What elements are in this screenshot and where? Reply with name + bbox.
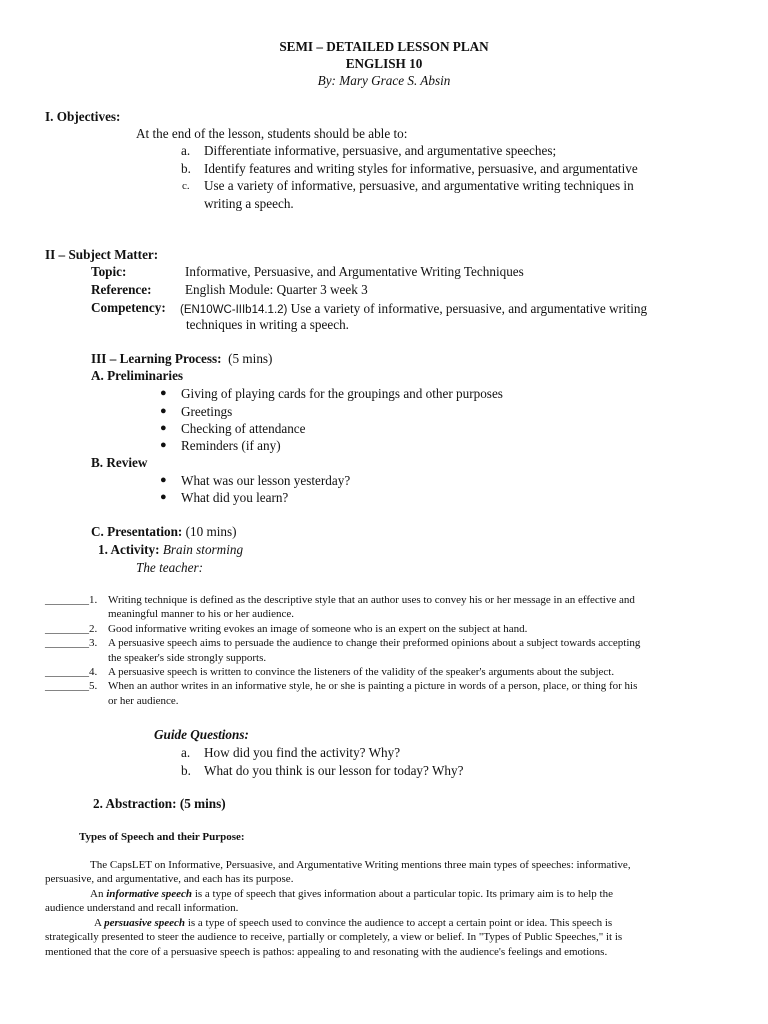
statement-text: Good informative writing evokes an image of someone who is an expert on the subject at hand. bbox=[108, 623, 528, 635]
abstraction-heading: 2. Abstraction: (5 mins) bbox=[93, 796, 226, 811]
statement-text-continuation: the speaker's side strongly supports. bbox=[108, 652, 267, 664]
objective-item: Use a variety of informative, persuasive, and argumentative writing techniques in bbox=[204, 178, 634, 193]
objectives-heading: I. Objectives: bbox=[45, 109, 121, 124]
competency-label: Competency: bbox=[91, 300, 166, 315]
review-item: What did you learn? bbox=[181, 490, 289, 505]
competency-code: (EN10WC-IIIb14.1.2) bbox=[180, 304, 288, 316]
statement-text: A persuasive speech is written to convince the listeners of the validity of the speaker's arguments about the subject. bbox=[108, 666, 615, 678]
competency-continuation: techniques in writing a speech. bbox=[186, 317, 349, 332]
statement-blank: ________1. bbox=[45, 594, 98, 606]
activity-label: 1. Activity: bbox=[98, 542, 160, 557]
paragraph-line: mentioned that the core of a persuasive speech is pathos: appealing to and resonating with the audience's feelings and emotions. bbox=[45, 946, 608, 958]
document-title: SEMI – DETAILED LESSON PLAN bbox=[279, 39, 489, 54]
statement-blank: ________2. bbox=[45, 623, 98, 635]
informative-speech-term: informative speech bbox=[106, 888, 193, 900]
statement-blank: ________4. bbox=[45, 666, 98, 678]
paragraph-line bbox=[94, 917, 612, 929]
objective-item: Identify features and writing styles for informative, persuasive, and argumentative bbox=[204, 161, 638, 176]
statement-blank: ________3. bbox=[45, 637, 98, 649]
guide-question: What do you think is our lesson for today? Why? bbox=[204, 763, 464, 778]
paragraph-text: An bbox=[90, 888, 107, 900]
guide-question: How did you find the activity? Why? bbox=[204, 745, 401, 760]
competency-text: Use a variety of informative, persuasive, and argumentative writing bbox=[287, 301, 648, 316]
presentation-heading bbox=[91, 524, 237, 540]
preliminary-item: Checking of attendance bbox=[181, 421, 306, 436]
statement-text: A persuasive speech aims to persuade the audience to change their preformed opinions about a subject towards accepting bbox=[108, 637, 641, 649]
competency-value bbox=[180, 300, 647, 318]
reference-value: English Module: Quarter 3 week 3 bbox=[185, 282, 368, 297]
bullet-icon: ● bbox=[160, 387, 167, 399]
bullet-icon: ● bbox=[160, 491, 167, 503]
reference-label: Reference: bbox=[91, 282, 152, 297]
guide-marker: a. bbox=[181, 745, 191, 760]
preliminaries-heading: A. Preliminaries bbox=[91, 368, 184, 383]
preliminary-item: Giving of playing cards for the groupings and other purposes bbox=[181, 386, 503, 401]
paragraph-line bbox=[90, 888, 613, 900]
objective-item: Differentiate informative, persuasive, and argumentative speeches; bbox=[204, 143, 557, 158]
paragraph-text: A bbox=[94, 917, 105, 929]
activity-name: Brain storming bbox=[162, 542, 244, 557]
document-subject: ENGLISH 10 bbox=[345, 56, 423, 71]
bullet-icon: ● bbox=[160, 474, 167, 486]
paragraph-line: persuasive, and argumentative, and each has its purpose. bbox=[45, 873, 294, 885]
paragraph-text: is a type of speech that gives information about a particular topic. Its primary aim is to help the bbox=[192, 888, 614, 900]
preliminary-item: Greetings bbox=[181, 404, 233, 419]
bullet-icon: ● bbox=[160, 439, 167, 451]
bullet-icon: ● bbox=[160, 405, 167, 417]
statement-text: Writing technique is defined as the descriptive style that an author uses to convey his or her message in an effective and bbox=[108, 594, 635, 606]
persuasive-speech-term: persuasive speech bbox=[104, 917, 186, 929]
paragraph-line: strategically presented to steer the audience to receive, partially or completely, a view or belief. In "Types of Public Speeches," it is bbox=[45, 931, 623, 943]
paragraph-line: audience understand and recall information. bbox=[45, 902, 239, 914]
bullet-icon: ● bbox=[160, 422, 167, 434]
presentation-title: C. Presentation: bbox=[91, 524, 183, 539]
review-heading: B. Review bbox=[91, 455, 148, 470]
objective-marker: b. bbox=[181, 161, 191, 176]
objective-marker: c. bbox=[182, 180, 190, 192]
document-author: By: Mary Grace S. Absin bbox=[317, 73, 451, 88]
teacher-label: The teacher: bbox=[136, 560, 204, 575]
statement-text-continuation: meaningful manner to his or her audience. bbox=[108, 608, 295, 620]
preliminary-item: Reminders (if any) bbox=[181, 438, 281, 453]
objectives-intro: At the end of the lesson, students should be able to: bbox=[136, 126, 408, 141]
learning-process-time: (5 mins) bbox=[228, 351, 273, 366]
speech-types-heading: Types of Speech and their Purpose: bbox=[79, 831, 245, 843]
objective-marker: a. bbox=[181, 143, 191, 158]
presentation-time: (10 mins) bbox=[185, 524, 237, 539]
topic-value: Informative, Persuasive, and Argumentative Writing Techniques bbox=[185, 264, 524, 279]
topic-label: Topic: bbox=[91, 264, 127, 279]
subject-matter-heading: II – Subject Matter: bbox=[45, 247, 159, 262]
statement-text-continuation: or her audience. bbox=[108, 695, 179, 707]
learning-process-title: III – Learning Process: bbox=[91, 351, 222, 366]
objective-item-continuation: writing a speech. bbox=[204, 196, 294, 211]
paragraph-text: is a type of speech used to convince the audience to accept a certain point or idea. This speech is bbox=[185, 917, 613, 929]
review-item: What was our lesson yesterday? bbox=[181, 473, 351, 488]
guide-marker: b. bbox=[181, 763, 191, 778]
statement-blank: ________5. bbox=[45, 680, 98, 692]
activity-line bbox=[98, 542, 243, 558]
learning-process-heading bbox=[91, 351, 272, 367]
guide-questions-heading: Guide Questions: bbox=[154, 727, 249, 742]
statement-text: When an author writes in an informative style, he or she is painting a picture in words of a person, place, or thing for his bbox=[108, 680, 638, 692]
paragraph-line: The CapsLET on Informative, Persuasive, and Argumentative Writing mentions three main types of speeches: informative, bbox=[90, 859, 631, 871]
